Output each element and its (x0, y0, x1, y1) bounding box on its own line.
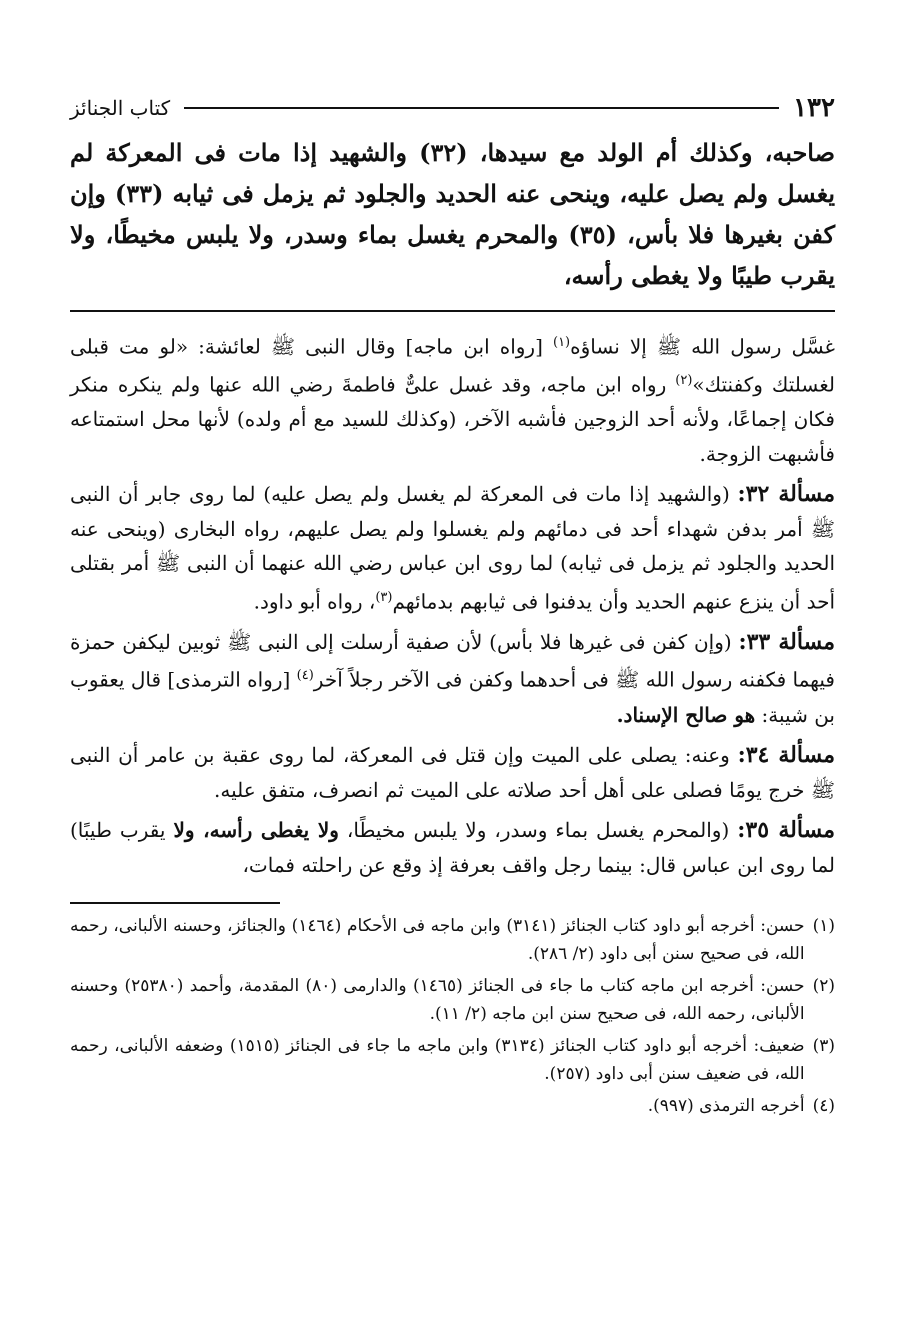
footnote-text: ضعيف: أخرجه أبو داود كتاب الجنائز (٣١٣٤) وابن ماجه ما جاء فى الجنائز (١٥١٥) وضعفه الألبانى، رحمه الله، فى ضعيف سنن أبى داود (٢٥٧). (70, 1036, 805, 1085)
issue-paragraph (70, 477, 835, 619)
issue-text: (والمحرم يغسل بماء وسدر، ولا يلبس مخيطًا، (338, 818, 738, 843)
issue-label: مسألة ٣٤: (737, 742, 835, 769)
footnote-number: (٢) (812, 976, 835, 997)
matn-divider (70, 310, 835, 312)
issue-text: (وإن كفن فى غيرها فلا بأس) لأن صفية أرسلت إلى النبى ﷺ ثوبين ليكفن حمزة فيهما فكفنه رسول الله ﷺ فى أحدهما وكفن فى الآخر رجلاً آخر (70, 629, 835, 693)
issue-text: وعنه: يصلى على الميت وإن قتل فى المعركة، لما روى عقبة بن عامر أن النبى ﷺ خرج يومًا فصلى على أهل أحد صلاته على الميت ثم انصرف، متفق عليه. (70, 743, 835, 802)
issue-text: يقرب طيبًا) لما روى ابن عباس قال: بينما رجل واقف بعرفة إذ وقع عن راحلته فمات، (70, 818, 835, 877)
issue-text: ، رواه أبو داود. (253, 589, 376, 614)
issue-bold-text: ولا يغطى رأسه، ولا (173, 818, 339, 843)
issue-text: [رواه الترمذى] قال يعقوب بن شيبة: (70, 668, 835, 727)
issue-label: مسألة ٣٣: (738, 628, 835, 655)
footnote-number: (٣) (812, 1036, 835, 1057)
commentary-paragraph (70, 326, 835, 471)
footnote-text: حسن: أخرجه أبو داود كتاب الجنائز (٣١٤١) وابن ماجه فى الأحكام (١٤٦٤) والجنائز، وحسنه الألبانى، رحمه الله، فى صحيح سنن أبى داود (٢/ ٢٨٦). (70, 916, 805, 965)
issue-text: (والشهيد إذا مات فى المعركة لم يغسل ولم يصل عليه) لما روى جابر أن النبى ﷺ أمر بدفن شهداء أحد فى دمائهم ولم يغسلوا ولم يصل عليهم، رواه البخارى (وينحى عنه الحديد والجلود ثم يزمل فى ثيابه) لما روى ابن عباس رضي الله عنهما أن النبى ﷺ أمر بقتلى أحد أن ينزع عنهم الحديد وأن يدفنوا فى ثيابهم بدمائهم (70, 482, 835, 614)
footnote (70, 972, 835, 1028)
footnote-ref[interactable]: (١) (552, 335, 571, 350)
running-title: كتاب الجنائز (70, 96, 171, 120)
issue-paragraph (70, 813, 835, 882)
matn-text: صاحبه، وكذلك أم الولد مع سيدها، (٣٢) والشهيد إذا مات فى المعركة لم يغسل ولم يصل عليه، وينحى عنه الحديد والجلود ثم يزمل فى ثيابه (٣٣) وإن كفن بغيرها فلا بأس، (٣٥) والمحرم يغسل بماء وسدر، ولا يلبس مخيطًا، ولا يقرب طيبًا ولا يغطى رأسه، (70, 138, 836, 290)
page-number: ١٣٢ (793, 93, 835, 123)
footnote-ref[interactable]: (٢) (675, 373, 693, 389)
commentary-text: [رواه ابن ماجه] وقال النبى ﷺ لعائشة: «لو مت قبلى لغسلتك وكفنتك» (70, 334, 836, 397)
footnotes (70, 912, 835, 1120)
page-header (70, 88, 835, 128)
footnote-ref[interactable]: (٣) (375, 589, 393, 605)
footnote-text: أخرجه الترمذى (٩٩٧). (647, 1096, 805, 1117)
footnote (70, 1092, 835, 1120)
footnote-number: (٤) (812, 1096, 835, 1117)
footnote-divider (70, 902, 280, 904)
issue-paragraph (70, 738, 835, 807)
footnote (70, 912, 835, 968)
issue-paragraph (70, 625, 835, 732)
commentary-text: غسَّل رسول الله ﷺ إلا نساؤه (570, 334, 835, 359)
footnote-ref[interactable]: (٤) (296, 668, 314, 684)
footnote (70, 1032, 835, 1088)
commentary-text: رواه ابن ماجه، وقد غسل علىٌّ فاطمةَ رضي الله عنها ولم ينكره منكر فكان إجماعًا، ولأنه أحد الزوجين فأشبه الآخر، (وكذلك للسيد مع أم ولده) لأنها محل استمتاعه فأشبهت الزوجة. (70, 372, 835, 466)
issue-grading: هو صالح الإسناد. (616, 702, 756, 727)
footnote-number: (١) (812, 916, 835, 937)
issue-label: مسألة ٣٢: (737, 481, 835, 508)
commentary (70, 326, 835, 882)
header-rule (184, 107, 779, 109)
issue-label: مسألة ٣٥: (737, 817, 835, 844)
footnote-text: حسن: أخرجه ابن ماجه كتاب ما جاء فى الجنائز (١٤٦٥) والدارمى (٨٠) المقدمة، وأحمد (٢٥٣٨٠) وحسنه الألبانى، رحمه الله، فى صحيح سنن ابن ماجه (٢/ ١١). (70, 976, 805, 1025)
